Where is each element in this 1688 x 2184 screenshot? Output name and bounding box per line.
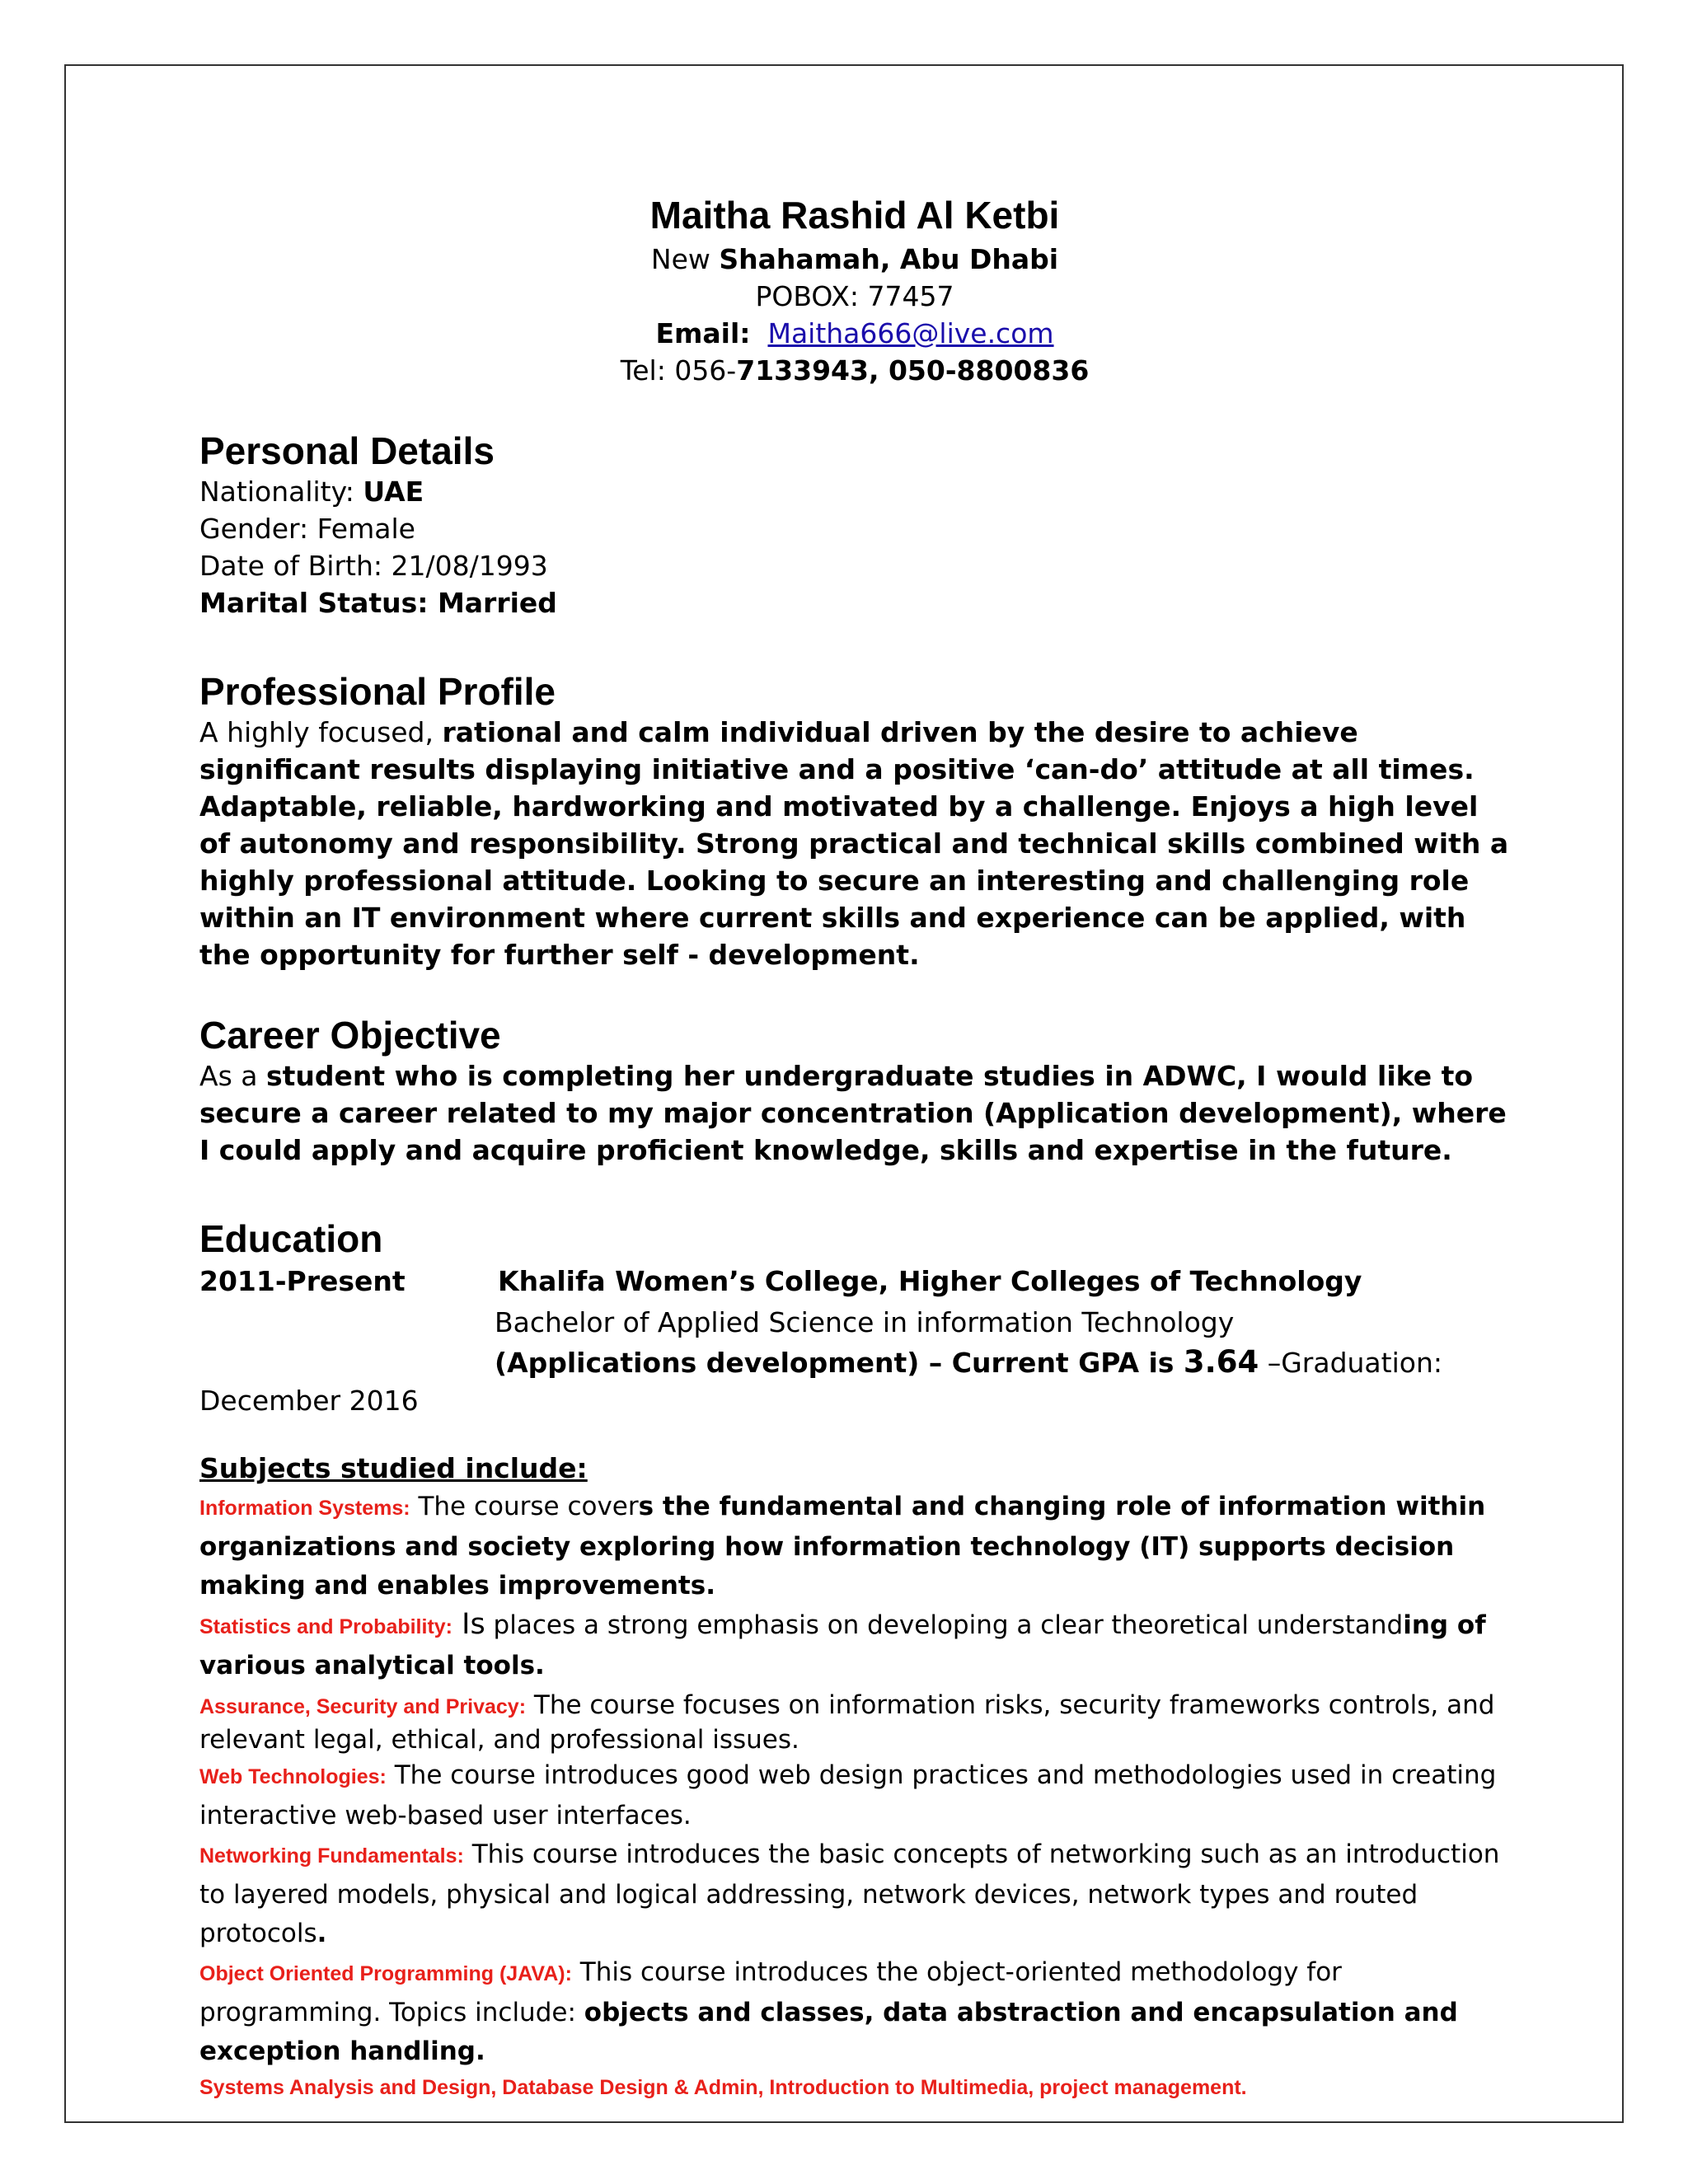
subject-text: The course introduces good web design practices and methodologies used in creating interactive web-based user interfaces.: [199, 1760, 1497, 1830]
resume-content: [199, 191, 1510, 2104]
subject-text-bold: s the fundamental and changing role of information within organizations and society exploring how information technology (IT) supports decision making and enables improvements.: [199, 1492, 1486, 1601]
education-degree: Bachelor of Applied Science in information Technology: [495, 1306, 1235, 1338]
profile-intro: A highly focused,: [199, 716, 443, 748]
subject-text-large: Is: [452, 1608, 485, 1641]
tel-prefix: Tel: 056-: [620, 354, 737, 387]
subject-item: [199, 1605, 1510, 1685]
subject-label: Information Systems:: [199, 1497, 410, 1520]
marital-line: Marital Status: Married: [199, 587, 557, 619]
education-row: [199, 1261, 1510, 1302]
subject-text-bold: objects and classes, data abstraction and encapsulation and exception handling.: [199, 1998, 1458, 2066]
subject-item: [199, 1756, 1510, 1835]
subject-item: [199, 1488, 1510, 1605]
subject-text-bold: ing of various analytical tools.: [199, 1610, 1486, 1680]
professional-profile-heading: Professional Profile: [199, 670, 556, 713]
address-prefix: New: [650, 243, 720, 275]
education-institution: Khalifa Women’s College, Higher Colleges of Technology: [498, 1265, 1362, 1297]
education-period: 2011-Present: [199, 1265, 406, 1297]
subject-label: Object Oriented Programming (JAVA):: [199, 1962, 572, 1985]
subject-text: places a strong emphasis on developing a clear theoretical understand: [485, 1610, 1404, 1640]
subject-item: [199, 1689, 1510, 1756]
tel-line: [199, 352, 1510, 389]
career-intro: As a: [199, 1060, 266, 1092]
resume-header: [199, 191, 1510, 389]
candidate-name: Maitha Rashid Al Ketbi: [649, 194, 1060, 237]
address-city: Shahamah, Abu Dhabi: [719, 243, 1059, 275]
email-line: [199, 315, 1510, 352]
subject-text: This course introduces the basic concepts of networking such as an introduction to layered models, physical and logical addressing, network devices, network types and routed protocols: [199, 1840, 1500, 1948]
subject-label: Statistics and Probability:: [199, 1615, 453, 1638]
graduation-date: –Graduation: December 2016: [199, 1347, 1442, 1417]
subject-label: Web Technologies:: [199, 1765, 387, 1788]
subject-label: Networking Fundamentals:: [199, 1844, 464, 1868]
subject-label: Assurance, Security and Privacy:: [199, 1695, 527, 1718]
profile-body: rational and calm individual driven by the desire to achieve significant results displaying initiative and a positive ‘can-do’ attitude at all times. Adaptable, reliable, hardworking and motivated by a challenge. Enjoys a high level of autonomy and responsibility. Strong practical and technical skills combined with a highly professional attitude. Looking to secure an interesting and challenging role within an IT environment where current skills and experience can be applied, with the opportunity for further self - development.: [199, 716, 1509, 971]
subject-text: The course cover: [410, 1492, 639, 1521]
career-objective-heading: Career Objective: [199, 1014, 501, 1057]
profile-paragraph: [199, 714, 1510, 973]
career-objective-section: [199, 1013, 1510, 1169]
nationality-line: [199, 473, 1510, 510]
gender-line: Gender: Female: [199, 513, 415, 545]
subjects-heading: Subjects studied include:: [199, 1452, 588, 1484]
personal-details-heading: Personal Details: [199, 429, 495, 472]
education-heading: Education: [199, 1217, 383, 1260]
subject-item: [199, 1953, 1510, 2071]
nationality-label: Nationality:: [199, 476, 363, 508]
email-label: Email:: [655, 317, 751, 349]
education-concentration-line: [199, 1343, 1510, 1420]
career-paragraph: [199, 1057, 1510, 1169]
address-line: [199, 241, 1510, 278]
personal-details-section: [199, 429, 1510, 621]
pobox-line: POBOX: 77457: [755, 280, 954, 312]
subject-item: [199, 1835, 1510, 1953]
email-link[interactable]: Maitha666@live.com: [767, 317, 1054, 349]
education-concentration: (Applications development) – Current GPA is: [495, 1347, 1184, 1379]
other-subjects: Systems Analysis and Design, Database Design & Admin, Introduction to Multimedia, project management.: [199, 2076, 1247, 2099]
gpa-value: 3.64: [1183, 1344, 1259, 1380]
career-body: student who is completing her undergraduate studies in ADWC, I would like to secure a career related to my major concentration (Application development), where I could apply and acquire proficient knowledge, skills and expertise in the future.: [199, 1060, 1507, 1166]
education-section: [199, 1216, 1510, 2104]
subject-text: The course focuses on information risks, security frameworks controls, and relevant legal, ethical, and professional issues.: [199, 1690, 1495, 1755]
tel-numbers: 7133943, 050-8800836: [736, 354, 1090, 387]
nationality-value: UAE: [363, 476, 424, 508]
subject-text: This course introduces the object-oriented methodology for programming. Topics include:: [199, 1957, 1342, 2027]
professional-profile-section: [199, 669, 1510, 973]
subject-text-bold: .: [316, 1919, 327, 1948]
dob-line: Date of Birth: 21/08/1993: [199, 550, 548, 582]
